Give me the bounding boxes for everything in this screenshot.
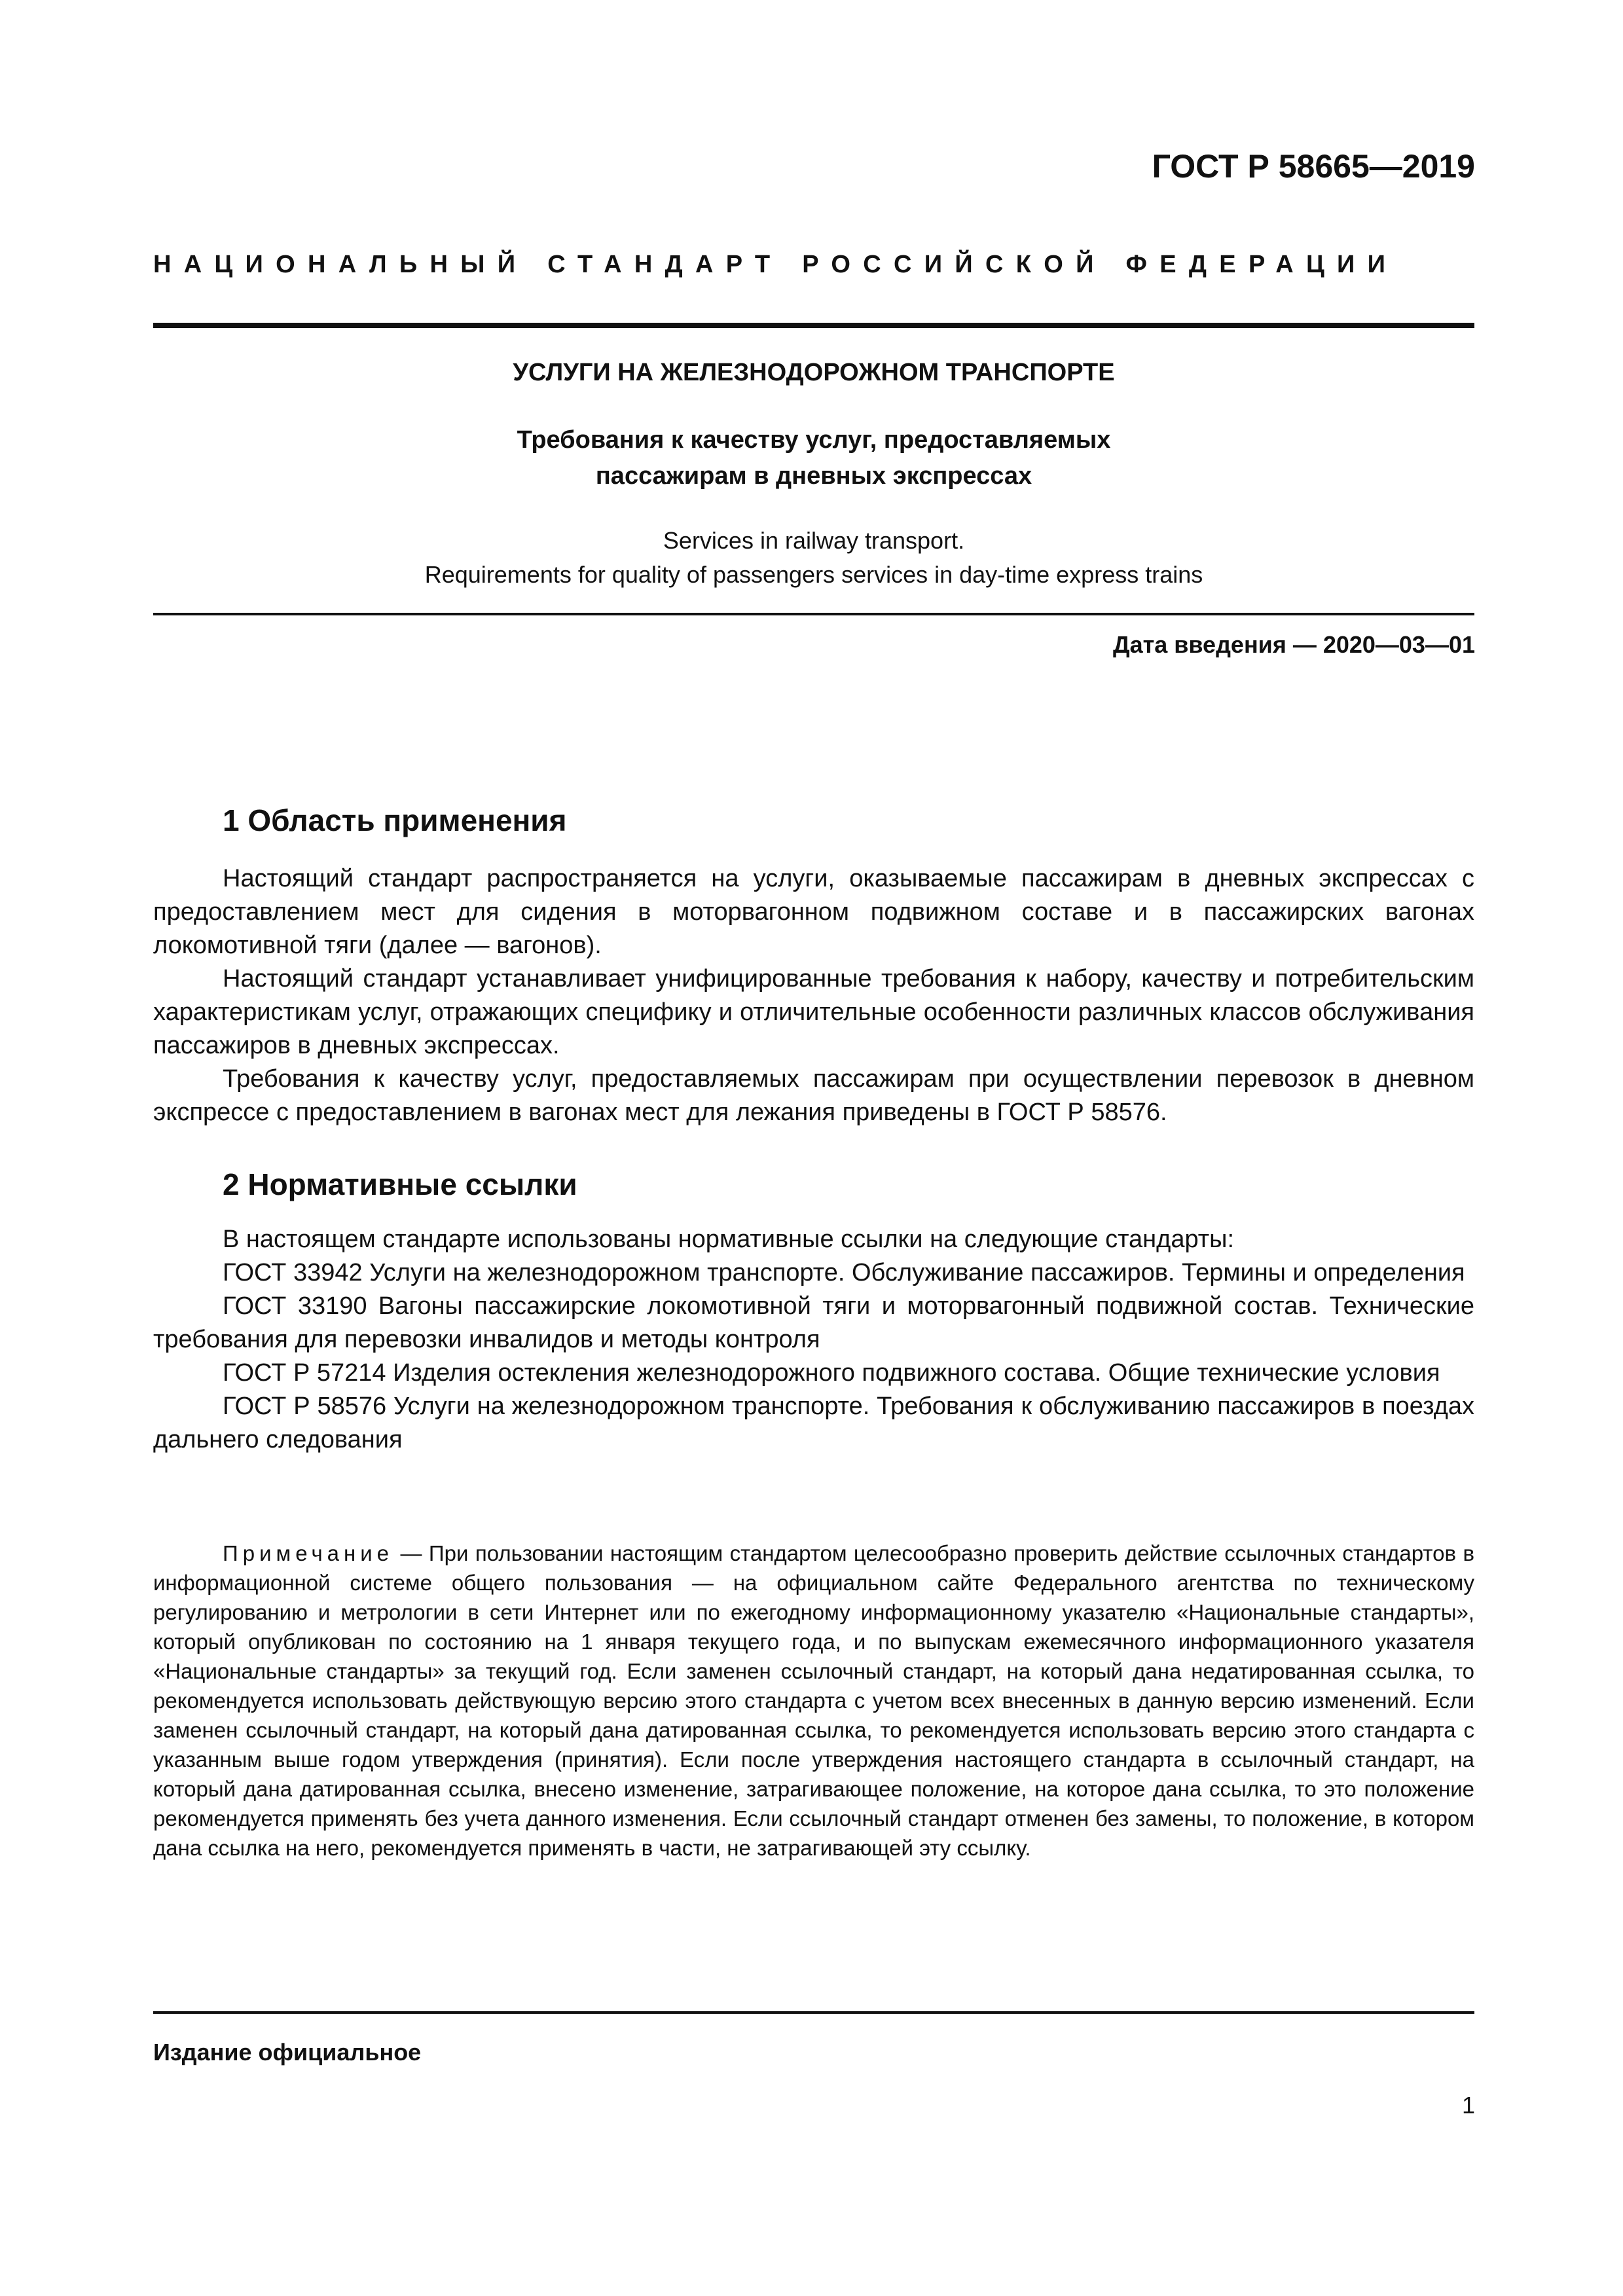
reference-item: ГОСТ 33942 Услуги на железнодорожном транспорте. Обслуживание пассажиров. Термины и определения — [223, 1259, 1465, 1286]
section-2-body — [153, 1223, 1474, 1457]
subtitle-line-1: Требования к качеству услуг, предоставляемых — [517, 426, 1111, 454]
english-title-line-1: Services in railway transport. — [663, 527, 965, 554]
english-title-line-2: Requirements for quality of passengers services in day-time express trains — [424, 561, 1203, 588]
page-number: 1 — [1461, 2092, 1475, 2119]
subtitle-line-2: пассажирам в дневных экспрессах — [595, 462, 1032, 490]
english-title — [153, 524, 1474, 592]
reference-item: ГОСТ Р 58576 Услуги на железнодорожном транспорте. Требования к обслуживанию пассажиров в поездах дальнего следования — [153, 1393, 1474, 1453]
reference-item: ГОСТ Р 57214 Изделия остекления железнодорожного подвижного состава. Общие технические условия — [223, 1359, 1440, 1387]
top-divider — [153, 323, 1474, 328]
introduction-date: Дата введения — 2020—03—01 — [1112, 631, 1475, 658]
title-divider — [153, 613, 1474, 615]
reference-item: ГОСТ 33190 Вагоны пассажирские локомотивной тяги и моторвагонный подвижной состав. Технические требования для перевозки инвалидов и методы контроля — [153, 1292, 1474, 1353]
paragraph: Настоящий стандарт распространяется на услуги, оказываемые пассажирам в дневных экспрессах с предоставлением мест для сидения в моторвагонном подвижном составе и в пассажирских вагонах локомотивной тяги (далее — вагонов). — [153, 865, 1474, 959]
paragraph: Настоящий стандарт устанавливает унифицированные требования к набору, качеству и потребительским характеристикам услуг, отражающих специфику и отличительные особенности различных классов обслуживания пассажиров в дневных экспрессах. — [153, 965, 1474, 1059]
note — [153, 1539, 1474, 1863]
section-2-heading: 2 Нормативные ссылки — [223, 1167, 577, 1201]
paragraph: Требования к качеству услуг, предоставляемых пассажирам при осуществлении перевозок в дневном экспрессе с предоставлением в вагонах мест для лежания приведены в ГОСТ Р 58576. — [153, 1065, 1474, 1126]
document-subtitle — [153, 422, 1474, 494]
national-standard-heading: НАЦИОНАЛЬНЫЙ СТАНДАРТ РОССИЙСКОЙ ФЕДЕРАЦИИ — [153, 251, 1398, 278]
note-label: Примечание — [223, 1541, 394, 1565]
section-1-body — [153, 862, 1474, 1129]
section-1-heading: 1 Область применения — [223, 803, 567, 837]
edition-label: Издание официальное — [153, 2039, 422, 2066]
references-intro: В настоящем стандарте использованы нормативные ссылки на следующие стандарты: — [223, 1226, 1235, 1253]
note-text: — При пользовании настоящим стандартом целесообразно проверить действие ссылочных стандартов в информационной системе общего пользования — на официальном сайте Федерального агентства по техническому регулированию и метрологии в сети Интернет или по ежегодному информационному указателю «Национальные стандарты», который опубликован по состоянию на 1 января текущего года, и по выпускам ежемесячного информационного указателя «Национальные стандарты» за текущий год. Если заменен ссылочный стандарт, на который дана недатированная ссылка, то рекомендуется использовать действующую версию этого стандарта с учетом всех внесенных в данную версию изменений. Если заменен ссылочный стандарт, на который дана датированная ссылка, то рекомендуется использовать версию этого стандарта с указанным выше годом утверждения (принятия). Если после утверждения настоящего стандарта в ссылочный стандарт, на который дана датированная ссылка, внесено изменение, затрагивающее положение, на которое дана ссылка, то это положение рекомендуется применять без учета данного изменения. Если ссылочный стандарт отменен без замены, то положение, в котором дана ссылка на него, рекомендуется применять в части, не затрагивающей эту ссылку. — [153, 1541, 1474, 1860]
footer-divider — [153, 2011, 1474, 2014]
document-title: УСЛУГИ НА ЖЕЛЕЗНОДОРОЖНОМ ТРАНСПОРТЕ — [513, 359, 1115, 386]
gost-code: ГОСТ Р 58665—2019 — [1152, 148, 1475, 185]
